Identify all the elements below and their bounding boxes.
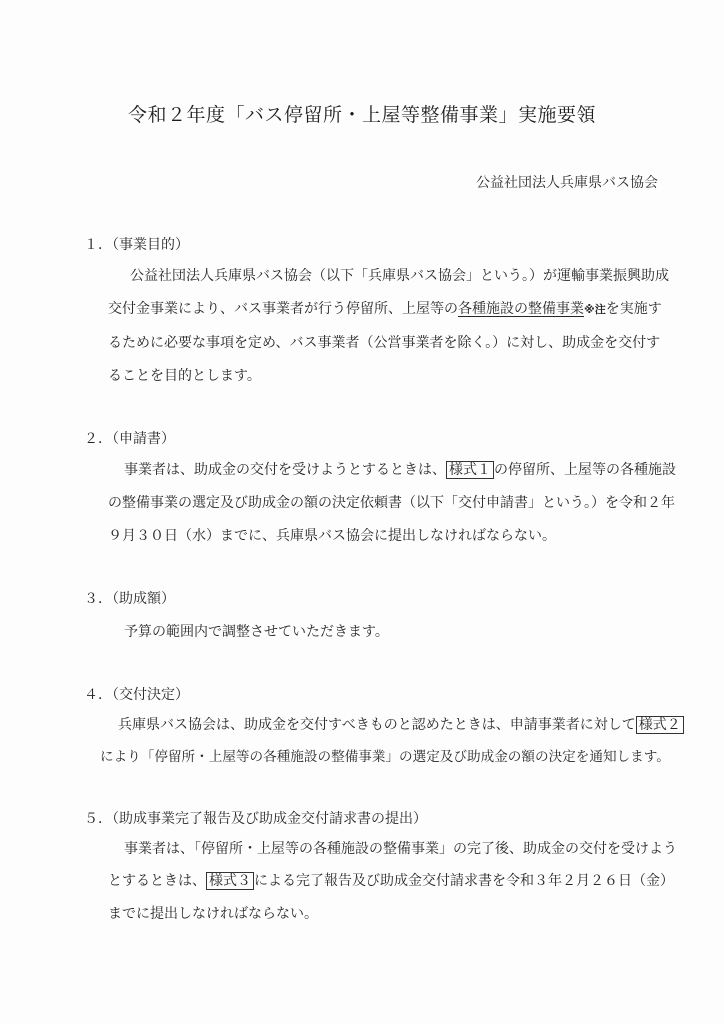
line-text-before: 兵庫県バス協会は、助成金を交付すべきものと認めたときは、申請事業者に対して <box>118 717 636 733</box>
organization-name: 公益社団法人兵庫県バス協会 <box>476 175 658 191</box>
section-2-line-1 <box>124 459 676 479</box>
line-text-after: の停留所、上屋等の各種施設 <box>494 462 676 478</box>
line-text-before: 事業者は、助成金の交付を受けようとするときは、 <box>124 462 446 478</box>
section-2-heading: ２．（申請書） <box>84 431 175 447</box>
line-text-before: とするときは、 <box>108 873 206 889</box>
section-5-heading: ５．（助成事業完了報告及び助成金交付請求書の提出） <box>84 811 427 827</box>
section-1-line-1: 公益社団法人兵庫県バス協会（以下「兵庫県バス協会」という。）が運輸事業振興助成 <box>130 268 669 284</box>
note-mark: ※注 <box>584 303 606 316</box>
line-text-after: による完了報告及び助成金交付請求書を令和３年２月２６日（金） <box>254 873 674 889</box>
form-reference-box: 様式２ <box>636 716 684 734</box>
form-reference-box: 様式３ <box>206 872 254 890</box>
line-text-before: 交付金事業により、バス事業者が行う停留所、上屋等の <box>108 301 458 317</box>
line-text-after: を実施す <box>605 301 662 317</box>
document-title: 令和２年度「バス停留所・上屋等整備事業」実施要領 <box>127 104 596 126</box>
section-2-line-3: ９月３０日（水）までに、兵庫県バス協会に提出しなければならない。 <box>108 528 556 544</box>
form-reference-box: 様式１ <box>446 461 494 479</box>
section-1-line-2 <box>108 298 662 318</box>
section-5-line-1: 事業者は、「停留所・上屋等の各種施設の整備事業」の完了後、助成金の交付を受けよう <box>124 841 677 857</box>
section-4-line-2: により「停留所・上屋等の各種施設の整備事業」の選定及び助成金の額の決定を通知します。 <box>100 749 670 765</box>
section-5-line-3: までに提出しなければならない。 <box>108 906 318 922</box>
section-4-heading: ４．（交付決定） <box>84 687 189 703</box>
section-2-line-2: の整備事業の選定及び助成金の額の決定依頼書（以下「交付申請書」という。）を令和２年 <box>108 495 675 511</box>
section-3-heading: ３．（助成額） <box>84 591 175 607</box>
section-5-line-2 <box>108 870 674 890</box>
section-1-line-3: るために必要な事項を定め、バス事業者（公営事業者を除く。）に対し、助成金を交付す <box>108 335 661 351</box>
underlined-text: 各種施設の整備事業 <box>458 301 584 317</box>
section-1-heading: １．（事業目的） <box>84 237 189 253</box>
section-3-line-1: 予算の範囲内で調整させていただきます。 <box>124 624 389 640</box>
section-4-line-1 <box>118 714 684 734</box>
section-1-line-4: ることを目的とします。 <box>108 368 261 384</box>
